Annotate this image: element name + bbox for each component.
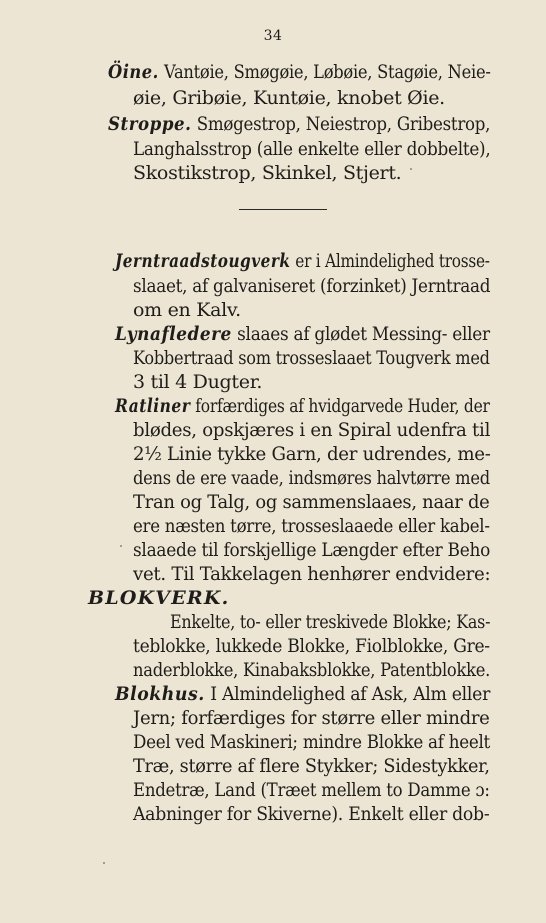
- text-line: [170, 610, 490, 634]
- line-text: Træ, større af flere Stykker; Sidestykker,: [133, 755, 490, 777]
- text-line: [133, 706, 490, 730]
- line-text: Vantøie, Smøgøie, Løbøie, Stagøie, Neie-: [163, 61, 491, 83]
- line-text: Endetræ, Land (Træet mellem to Damme ɔ:: [133, 779, 490, 801]
- line-text: Aabninger for Skiverne). Enkelt eller dob-: [133, 803, 490, 825]
- paper-speck: [410, 168, 412, 170]
- line-text: om en Kalv.: [133, 299, 241, 321]
- entry-term: Jerntraadstougverk: [115, 250, 291, 272]
- page-number: 34: [263, 28, 283, 44]
- line-text: dens de ere vaade, indsmøres halvtørre med: [133, 467, 490, 489]
- entry-term: Stroppe.: [108, 113, 192, 135]
- line-text: Jern; forfærdiges for større eller mindre: [133, 707, 490, 729]
- line-text: Langhalsstrop (alle enkelte eller dobbelte),: [133, 138, 491, 160]
- line-text: Deel ved Maskineri; mindre Blokke af heelt: [133, 731, 490, 753]
- paper-speck: [120, 545, 122, 547]
- text-line: [133, 346, 490, 370]
- text-line: [133, 298, 241, 322]
- entry-term: BLOKVERK.: [88, 587, 230, 609]
- text-line: [133, 538, 490, 562]
- section-divider: [239, 209, 327, 210]
- paper-speck: [103, 862, 105, 864]
- line-text: 2½ Linie tykke Garn, der udrendes, me-: [133, 443, 491, 465]
- line-text: er i Almindelighed trosse-: [295, 250, 490, 272]
- text-line: [133, 370, 262, 394]
- text-line: [115, 249, 490, 273]
- line-text: naderblokke, Kinabaksblokke, Patentblokke.: [133, 659, 491, 681]
- line-text: Skostikstrop, Skinkel, Stjert.: [133, 162, 402, 184]
- text-line: [133, 161, 401, 185]
- line-text: Kobbertraad som trosseslaaet Tougverk med: [133, 347, 490, 369]
- line-text: ere næsten tørre, trosseslaaede eller kabel-: [133, 515, 490, 537]
- line-text: vet. Til Takkelagen henhører endvidere:: [133, 563, 491, 585]
- text-line: [133, 137, 490, 161]
- line-text: Tran og Talg, og sammenslaaes, naar de: [133, 491, 490, 513]
- text-line: [115, 682, 490, 706]
- text-line: [133, 490, 490, 514]
- text-line: [115, 394, 490, 418]
- section-heading: [88, 586, 235, 610]
- entry-term: Lynafledere: [115, 323, 232, 345]
- text-line: [115, 322, 490, 346]
- text-line: [133, 778, 490, 802]
- text-line: [133, 754, 490, 778]
- text-line: [133, 514, 490, 538]
- entry-term: Blokhus.: [115, 683, 205, 705]
- text-line: [108, 112, 490, 136]
- text-line: [108, 60, 491, 84]
- line-text: Smøgestrop, Neiestrop, Gribestrop,: [196, 113, 491, 135]
- line-text: teblokke, lukkede Blokke, Fiolblokke, Gre-: [133, 635, 490, 657]
- text-line: [133, 418, 490, 442]
- line-text: blødes, opskjæres i en Spiral udenfra til: [133, 419, 491, 441]
- line-text: I Almindelighed af Ask, Alm eller: [210, 683, 491, 705]
- line-text: slaaede til forskjellige Længder efter Beho: [133, 539, 491, 561]
- line-text: 3 til 4 Dugter.: [133, 371, 263, 393]
- text-line: [133, 730, 490, 754]
- text-line: [133, 86, 445, 110]
- line-text: øie, Gribøie, Kuntøie, knobet Øie.: [133, 87, 445, 109]
- entry-term: Ratliner: [115, 395, 191, 417]
- text-line: [133, 802, 489, 826]
- line-text: forfærdiges af hvidgarvede Huder, der: [195, 395, 490, 417]
- line-text: slaaet, af galvaniseret (forzinket) Jerntraad: [133, 275, 491, 297]
- text-line: [133, 634, 490, 658]
- line-text: slaaes af glødet Messing- eller: [237, 323, 490, 345]
- text-line: [133, 562, 490, 586]
- entry-term: Öine.: [108, 61, 159, 83]
- text-line: [133, 466, 490, 490]
- text-line: [133, 442, 491, 466]
- line-text: Enkelte, to- eller treskivede Blokke; Kas-: [170, 611, 491, 633]
- text-line: [133, 658, 490, 682]
- text-line: [133, 274, 490, 298]
